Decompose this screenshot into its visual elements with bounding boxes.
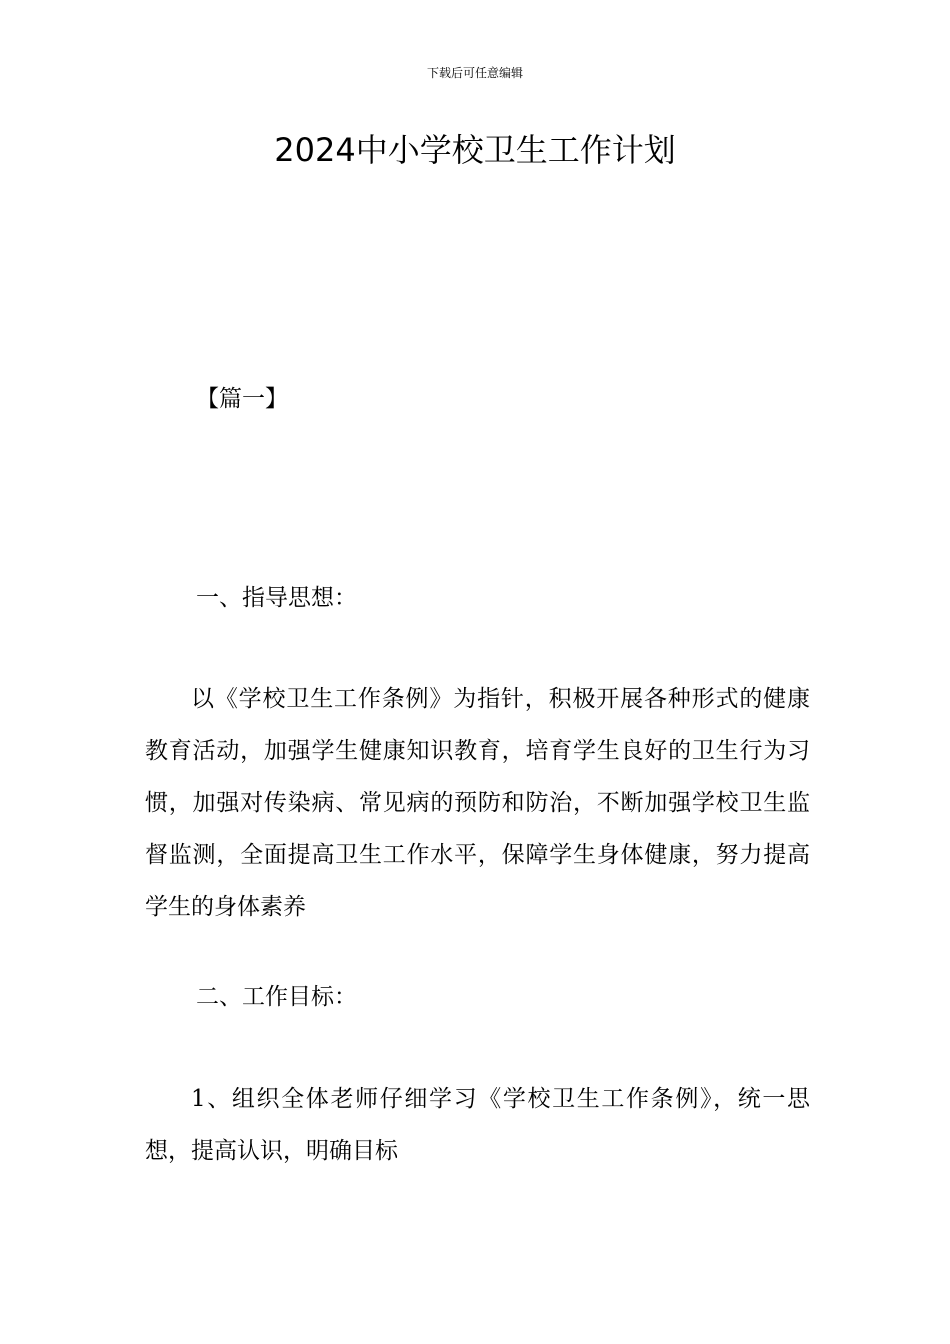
section-heading-work-goals: 二、工作目标： bbox=[196, 984, 357, 1010]
section-heading-guiding-ideology: 一、指导思想： bbox=[196, 585, 357, 611]
section-paragraph-work-goals: 1、组织全体老师仔细学习《学校卫生工作条例》，统一思想，提高认识，明确目标 bbox=[145, 1086, 810, 1164]
section-paragraph-guiding-ideology: 以《学校卫生工作条例》为指针，积极开展各种形式的健康教育活动，加强学生健康知识教育，培育学生良好的卫生行为习惯，加强对传染病、常见病的预防和防治，不断加强学校卫生监督监测，全面提高卫生工作水平，保障学生身体健康，努力提高学生的身体素养 bbox=[145, 686, 810, 920]
document-title: 2024中小学校卫生工作计划 bbox=[274, 131, 676, 169]
header-note: 下载后可任意编辑 bbox=[426, 66, 523, 80]
part-label: 【篇一】 bbox=[196, 386, 288, 412]
